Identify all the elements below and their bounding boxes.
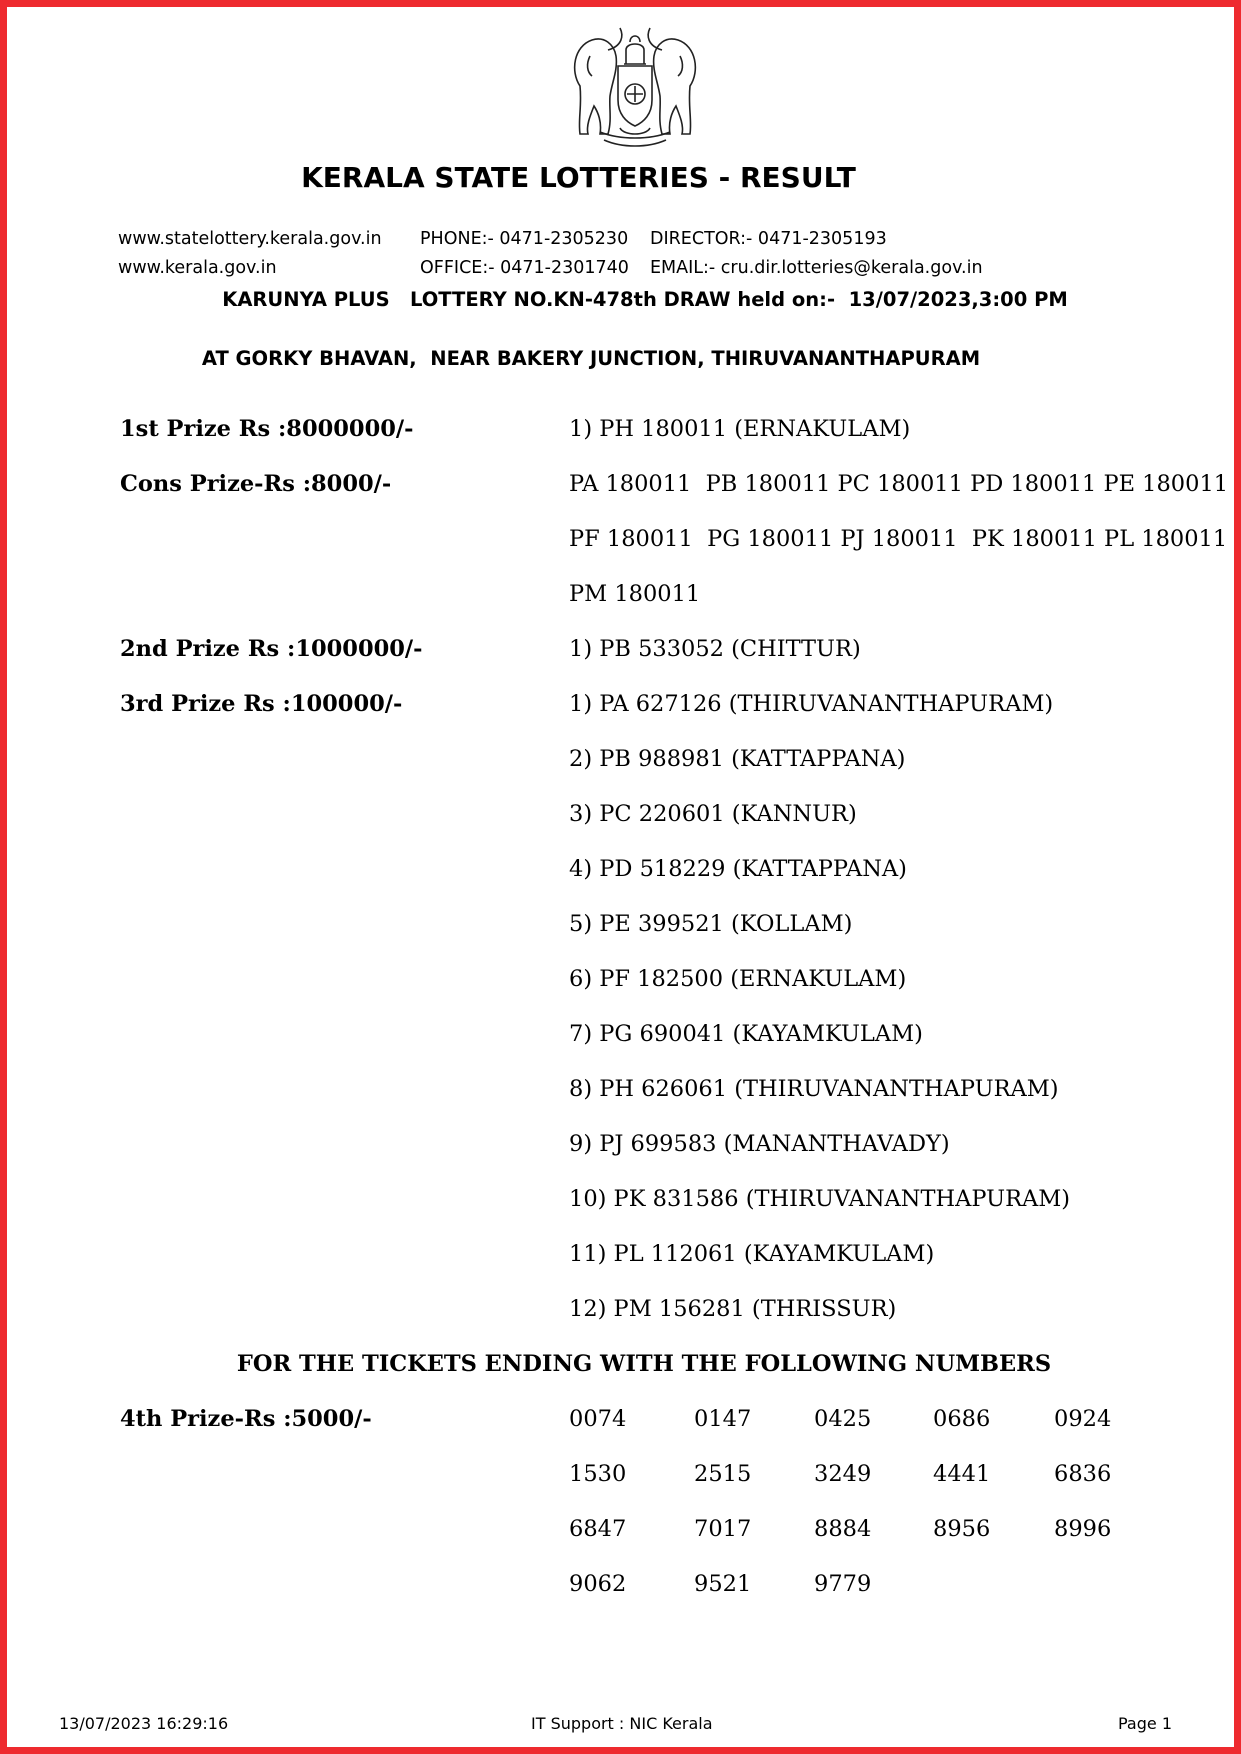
- draw-info: KARUNYA PLUS LOTTERY NO.KN-478th DRAW held on:- 13/07/2023,3:00 PM: [222, 288, 1068, 311]
- third-prize-winner: 2) PB 988981 (KATTAPPANA): [569, 746, 906, 772]
- third-prize-winner: 6) PF 182500 (ERNAKULAM): [569, 966, 907, 992]
- footer-page-number: Page 1: [1118, 1714, 1172, 1733]
- third-prize-winner: 3) PC 220601 (KANNUR): [569, 801, 857, 827]
- fourth-prize-number: 3249: [814, 1461, 872, 1487]
- fourth-prize-number: 6836: [1054, 1461, 1112, 1487]
- second-prize-winner: 1) PB 533052 (CHITTUR): [569, 636, 861, 662]
- ending-numbers-heading: FOR THE TICKETS ENDING WITH THE FOLLOWING NUMBERS: [236, 1351, 1052, 1377]
- third-prize-winner: 8) PH 626061 (THIRUVANANTHAPURAM): [569, 1076, 1059, 1102]
- fourth-prize-number: 1530: [569, 1461, 627, 1487]
- email-address[interactable]: EMAIL:- cru.dir.lotteries@kerala.gov.in: [650, 258, 983, 278]
- first-prize-label: 1st Prize Rs :8000000/-: [120, 416, 414, 442]
- third-prize-winner: 1) PA 627126 (THIRUVANANTHAPURAM): [569, 691, 1054, 717]
- first-prize-winner: 1) PH 180011 (ERNAKULAM): [569, 416, 911, 442]
- third-prize-label: 3rd Prize Rs :100000/-: [120, 691, 403, 717]
- fourth-prize-number: 9062: [569, 1571, 627, 1597]
- third-prize-winner: 11) PL 112061 (KAYAMKULAM): [569, 1241, 935, 1267]
- fourth-prize-number: 9521: [694, 1571, 752, 1597]
- office-number: OFFICE:- 0471-2301740: [420, 258, 629, 278]
- fourth-prize-number: 0924: [1054, 1406, 1112, 1432]
- third-prize-winner: 12) PM 156281 (THRISSUR): [569, 1296, 897, 1322]
- fourth-prize-number: 8956: [933, 1516, 991, 1542]
- cons-prize-label: Cons Prize-Rs :8000/-: [120, 471, 392, 497]
- fourth-prize-number: 4441: [933, 1461, 991, 1487]
- third-prize-winner: 7) PG 690041 (KAYAMKULAM): [569, 1021, 923, 1047]
- fourth-prize-number: 7017: [694, 1516, 752, 1542]
- cons-prize-line: PA 180011 PB 180011 PC 180011 PD 180011 PE 180011: [569, 471, 1229, 497]
- footer-support: IT Support : NIC Kerala: [531, 1714, 713, 1733]
- fourth-prize-number: 0686: [933, 1406, 991, 1432]
- fourth-prize-number: 8996: [1054, 1516, 1112, 1542]
- footer-timestamp: 13/07/2023 16:29:16: [59, 1714, 229, 1733]
- fourth-prize-number: 0425: [814, 1406, 872, 1432]
- website-link-statelottery[interactable]: www.statelottery.kerala.gov.in: [118, 229, 382, 249]
- website-link-kerala[interactable]: www.kerala.gov.in: [118, 258, 277, 278]
- third-prize-winner: 4) PD 518229 (KATTAPPANA): [569, 856, 907, 882]
- fourth-prize-number: 9779: [814, 1571, 872, 1597]
- fourth-prize-label: 4th Prize-Rs :5000/-: [120, 1406, 372, 1432]
- third-prize-winner: 9) PJ 699583 (MANANTHAVADY): [569, 1131, 950, 1157]
- fourth-prize-number: 0147: [694, 1406, 752, 1432]
- director-number: DIRECTOR:- 0471-2305193: [650, 229, 887, 249]
- kerala-emblem-icon: [560, 16, 710, 152]
- fourth-prize-number: 0074: [569, 1406, 627, 1432]
- fourth-prize-number: 6847: [569, 1516, 627, 1542]
- phone-number: PHONE:- 0471-2305230: [420, 229, 629, 249]
- third-prize-winner: 10) PK 831586 (THIRUVANANTHAPURAM): [569, 1186, 1071, 1212]
- page-title: KERALA STATE LOTTERIES - RESULT: [301, 161, 856, 194]
- fourth-prize-number: 8884: [814, 1516, 872, 1542]
- fourth-prize-number: 2515: [694, 1461, 752, 1487]
- second-prize-label: 2nd Prize Rs :1000000/-: [120, 636, 423, 662]
- cons-prize-line: PF 180011 PG 180011 PJ 180011 PK 180011 PL 180011: [569, 526, 1228, 552]
- third-prize-winner: 5) PE 399521 (KOLLAM): [569, 911, 853, 937]
- cons-prize-line: PM 180011: [569, 581, 701, 607]
- draw-venue: AT GORKY BHAVAN, NEAR BAKERY JUNCTION, THIRUVANANTHAPURAM: [201, 347, 981, 370]
